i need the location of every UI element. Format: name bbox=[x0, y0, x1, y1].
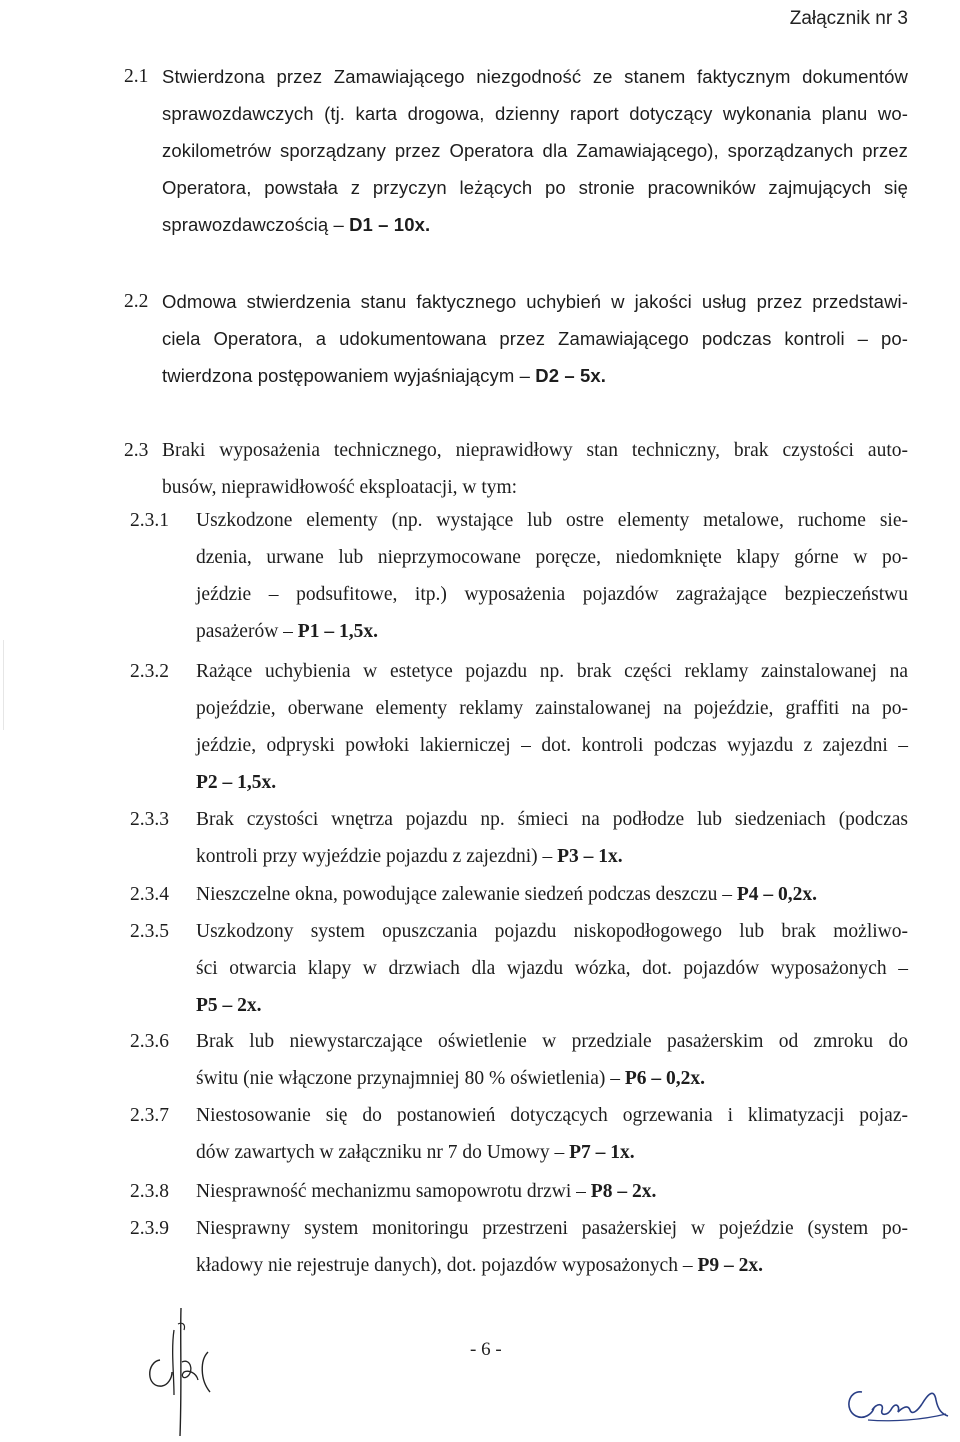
section-body bbox=[196, 876, 908, 913]
section-number: 2.3.6 bbox=[130, 1031, 169, 1052]
section-body bbox=[196, 913, 908, 1024]
text-line: ciela Operatora, a udokumentowana przez Zamawiającego podczas kontroli – po- bbox=[162, 328, 908, 349]
text-line: jeździe – podsufitowe, itp.) wyposażenia pojazdów zagrażające bezpieczeństwu bbox=[196, 584, 908, 605]
text-line: Operatora, powstała z przyczyn leżących po stronie pracowników zajmujących się bbox=[162, 177, 908, 198]
penalty-code: P2 – 1,5x. bbox=[196, 772, 277, 793]
section-body bbox=[196, 1173, 908, 1210]
text-fragment: Niesprawność mechanizmu samopowrotu drzwi – bbox=[196, 1181, 591, 1202]
text-line-last bbox=[196, 987, 908, 1024]
section-number: 2.3.3 bbox=[130, 809, 169, 830]
section-body bbox=[196, 801, 908, 875]
text-line-last: busów, nieprawidłowość eksploatacji, w tym: bbox=[162, 477, 518, 498]
text-line: dzenia, urwane lub nieprzymocowane poręcze, niedomknięte klapy górne w po- bbox=[196, 547, 908, 568]
text-line: Uszkodzone elementy (np. wystające lub ostre elementy metalowe, ruchome sie- bbox=[196, 510, 908, 531]
section-number: 2.3 bbox=[124, 440, 149, 461]
text-line-last bbox=[196, 613, 908, 650]
text-line: Rażące uchybienia w estetyce pojazdu np. brak części reklamy zainstalowanej na bbox=[196, 661, 908, 682]
section-number: 2.3.9 bbox=[130, 1218, 169, 1239]
text-line-last bbox=[196, 1247, 908, 1284]
text-line: Stwierdzona przez Zamawiającego niezgodność ze stanem faktycznym dokumentów bbox=[162, 66, 908, 87]
text-fragment: kontroli przy wyjeździe pojazdu z zajezdni) – bbox=[196, 846, 558, 867]
paraph-right-icon bbox=[842, 1380, 952, 1428]
section-body bbox=[162, 58, 908, 243]
text-fragment: kładowy nie rejestruje danych), dot. pojazdów wyposażonych – bbox=[196, 1255, 698, 1276]
scan-margin-mark bbox=[3, 640, 4, 730]
text-fragment: sprawozdawczością – bbox=[162, 214, 350, 235]
section-number: 2.3.5 bbox=[130, 921, 169, 942]
section-number: 2.3.7 bbox=[130, 1105, 169, 1126]
handwritten-paraph-right bbox=[842, 1380, 952, 1428]
penalty-code: D1 – 10x. bbox=[349, 214, 431, 235]
text-line: jeździe, odpryski powłoki lakierniczej – dot. kontroli podczas wyjazdu z zajezdni – bbox=[196, 735, 908, 756]
text-line: Niestosowanie się do postanowień dotyczących ogrzewania i klimatyzacji pojaz- bbox=[196, 1105, 908, 1126]
section-number: 2.3.8 bbox=[130, 1181, 169, 1202]
text-fragment: dów zawartych w załączniku nr 7 do Umowy – bbox=[196, 1142, 570, 1163]
text-line-last bbox=[196, 1173, 908, 1210]
paraph-left-icon bbox=[138, 1300, 228, 1440]
text-line: sprawozdawczych (tj. karta drogowa, dzienny raport dotyczący wykonania planu wo- bbox=[162, 103, 908, 124]
text-line-last bbox=[162, 206, 908, 243]
text-line: Brak czystości wnętrza pojazdu np. śmieci na podłodze lub siedzeniach (podczas bbox=[196, 809, 908, 830]
section-number: 2.2 bbox=[124, 291, 149, 312]
penalty-code: P1 – 1,5x. bbox=[297, 621, 378, 642]
penalty-code: P6 – 0,2x. bbox=[624, 1068, 706, 1089]
section-body bbox=[196, 653, 908, 801]
text-line: Niesprawny system monitoringu przestrzeni pasażerskiej w pojeździe (system po- bbox=[196, 1218, 908, 1239]
text-line: Brak lub niewystarczające oświetlenie w przedziale pasażerskim od zmroku do bbox=[196, 1031, 908, 1052]
section-body bbox=[162, 283, 908, 394]
text-fragment: pasażerów – bbox=[196, 621, 298, 642]
penalty-code: P8 – 2x. bbox=[590, 1181, 657, 1202]
section-number: 2.1 bbox=[124, 66, 149, 87]
section-number: 2.3.1 bbox=[130, 510, 169, 531]
penalty-code: P7 – 1x. bbox=[569, 1142, 635, 1163]
page-number: - 6 - bbox=[470, 1339, 502, 1360]
text-line: Uszkodzony system opuszczania pojazdu niskopodłogowego lub brak możliwo- bbox=[196, 921, 908, 942]
text-line-last bbox=[196, 838, 908, 875]
penalty-code: P4 – 0,2x. bbox=[736, 884, 818, 905]
penalty-code: P3 – 1x. bbox=[557, 846, 623, 867]
text-fragment: świtu (nie włączone przynajmniej 80 % oświetlenia) – bbox=[196, 1068, 625, 1089]
penalty-code: D2 – 5x. bbox=[535, 365, 607, 386]
handwritten-paraph-left bbox=[138, 1300, 228, 1440]
penalty-code: P9 – 2x. bbox=[697, 1255, 763, 1276]
section-body bbox=[196, 1023, 908, 1097]
section-body bbox=[196, 502, 908, 650]
text-fragment: twierdzona postępowaniem wyjaśniającym – bbox=[162, 365, 536, 386]
text-line: Odmowa stwierdzenia stanu faktycznego uchybień w jakości usług przez przedstawi- bbox=[162, 291, 908, 312]
section-number: 2.3.4 bbox=[130, 884, 169, 905]
section-number: 2.3.2 bbox=[130, 661, 169, 682]
text-line-last bbox=[162, 357, 908, 394]
text-line: Braki wyposażenia technicznego, nieprawidłowy stan techniczny, brak czystości auto- bbox=[162, 440, 908, 461]
text-line-last bbox=[196, 1134, 908, 1171]
text-line-last bbox=[196, 876, 908, 913]
text-line: zokilometrów sporządzany przez Operatora dla Zamawiającego), sporządzanych przez bbox=[162, 140, 908, 161]
section-body bbox=[162, 432, 908, 506]
annex-label: Załącznik nr 3 bbox=[789, 8, 908, 29]
section-body bbox=[196, 1210, 908, 1284]
text-line-last bbox=[196, 764, 908, 801]
text-fragment: Nieszczelne okna, powodujące zalewanie siedzeń podczas deszczu – bbox=[196, 884, 737, 905]
penalty-code: P5 – 2x. bbox=[196, 995, 262, 1016]
text-line-last bbox=[196, 1060, 908, 1097]
text-line: ści otwarcia klapy w drzwiach dla wjazdu wózka, dot. pojazdów wyposażonych – bbox=[196, 958, 908, 979]
section-body bbox=[196, 1097, 908, 1171]
text-line: pojeździe, oberwane elementy reklamy zainstalowanej na pojeździe, graffiti na po- bbox=[196, 698, 908, 719]
